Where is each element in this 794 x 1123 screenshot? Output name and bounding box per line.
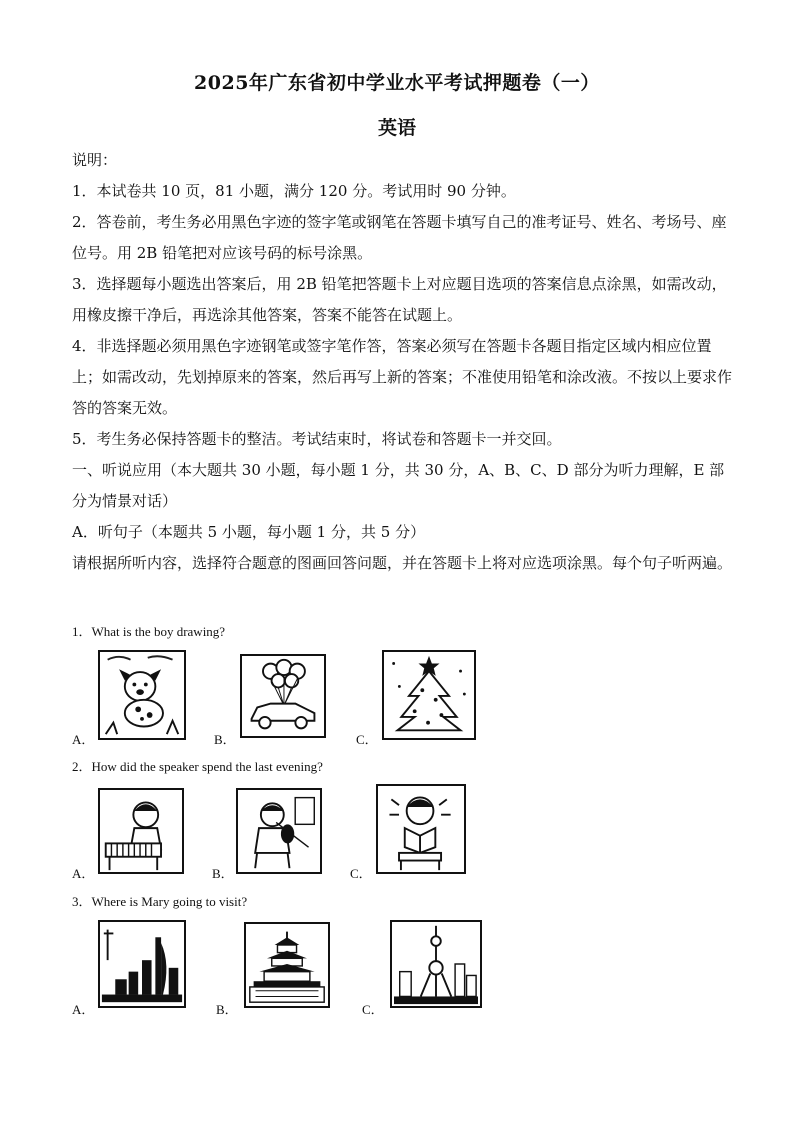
q1-option-b-label: B．	[214, 732, 236, 747]
q3-picture-guangzhou[interactable]	[98, 920, 186, 1008]
temple-of-heaven-icon	[246, 924, 328, 1006]
violin-icon	[238, 790, 320, 872]
q1-picture-car[interactable]	[240, 654, 326, 738]
reading-book-icon	[378, 786, 464, 872]
part-a-directions: 请根据所听内容，选择符合题意的图画回答问题，并在答题卡上将对应选项涂黑。每个句子听两遍。	[72, 554, 733, 572]
instruction-1: 1．本试卷共 10 页，81 小题，满分 120 分。考试用时 90 分钟。	[72, 182, 516, 200]
question-3: 3．Where is Mary going to visit?	[72, 894, 248, 909]
car-balloons-icon	[242, 656, 324, 736]
question-2: 2．How did the speaker spend the last evening?	[72, 759, 323, 774]
instruction-2: 2．答卷前，考生务必用黑色字迹的签字笔或钢笔在答题卡填写自己的准考证号、姓名、考场号、座位号。用 2B 铅笔把对应该号码的标号涂黑。	[72, 213, 727, 262]
section-title: 一、听说应用（本大题共 30 小题，每小题 1 分，共 30 分，A、B、C、D 部分为听力理解，E 部分为情景对话）	[72, 461, 725, 510]
guangzhou-skyline-icon	[100, 922, 184, 1006]
page-title: 2025年广东省初中学业水平考试押题卷（一）	[194, 72, 600, 94]
instructions-heading: 说明：	[72, 151, 118, 169]
oriental-pearl-tower-icon	[392, 922, 480, 1006]
instruction-5: 5．考生务必保持答题卡的整洁。考试结束时，将试卷和答题卡一并交回。	[72, 430, 562, 448]
piano-icon	[100, 790, 182, 872]
q2-option-a-label: A．	[72, 866, 95, 881]
q3-option-a-label: A．	[72, 1002, 95, 1017]
q2-picture-violin[interactable]	[236, 788, 322, 874]
christmas-tree-icon	[384, 652, 474, 738]
dog-icon	[100, 652, 184, 738]
subject-title: 英语	[377, 117, 416, 139]
q2-picture-piano[interactable]	[98, 788, 184, 874]
q1-option-a-label: A．	[72, 732, 95, 747]
part-a-title: A．听句子（本题共 5 小题，每小题 1 分，共 5 分）	[72, 523, 426, 541]
question-1: 1．What is the boy drawing?	[72, 624, 226, 639]
q2-option-b-label: B．	[212, 866, 234, 881]
q2-option-c-label: C．	[350, 866, 372, 881]
instruction-3: 3．选择题每小题选出答案后，用 2B 铅笔把答题卡上对应题目选项的答案信息点涂黑，如需改动，用橡皮擦干净后，再选涂其他答案，答案不能答在试题上。	[72, 275, 727, 324]
instruction-4: 4．非选择题必须用黑色字迹钢笔或签字笔作答，答案必须写在答题卡各题目指定区域内相应位置上；如需改动，先划掉原来的答案，然后再写上新的答案；不准使用铅笔和涂改液。不按以上要求作答的答案无效。	[72, 337, 733, 417]
q1-picture-dog[interactable]	[98, 650, 186, 740]
q1-option-c-label: C．	[356, 732, 378, 747]
q2-picture-book[interactable]	[376, 784, 466, 874]
q3-picture-temple[interactable]	[244, 922, 330, 1008]
q1-picture-tree[interactable]	[382, 650, 476, 740]
q3-picture-pearl-tower[interactable]	[390, 920, 482, 1008]
q3-option-b-label: B．	[216, 1002, 238, 1017]
q3-option-c-label: C．	[362, 1002, 384, 1017]
